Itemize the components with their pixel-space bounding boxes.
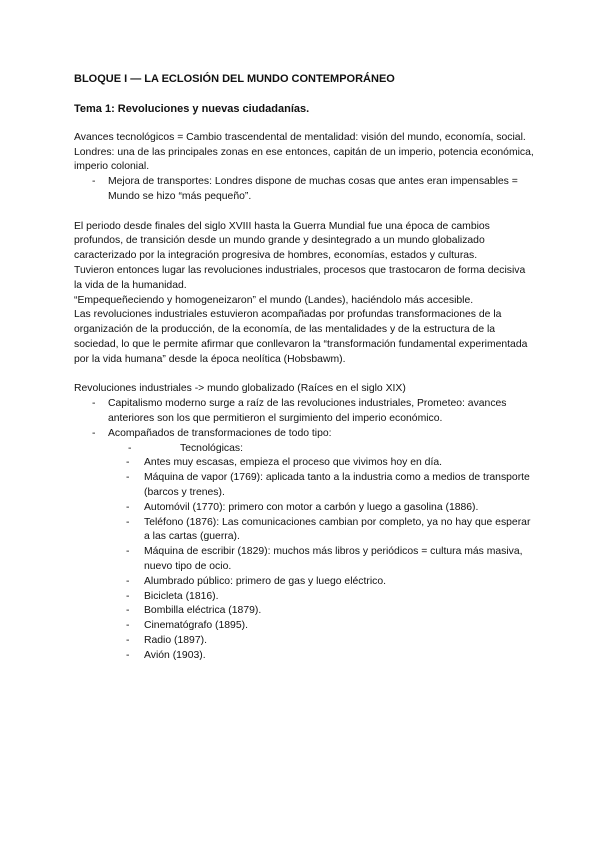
spacer	[74, 368, 534, 383]
topic-heading: Tema 1: Revoluciones y nuevas ciudadanías.	[74, 103, 310, 115]
block-title: BLOQUE I — LA ECLOSIÓN DEL MUNDO CONTEMPORÁNEO	[74, 73, 395, 85]
list-item: - Bicicleta (1816).	[126, 590, 219, 602]
body-paragraph: El periodo desde finales del siglo XVIII hasta la Guerra Mundial fue una época de cambios profundos, de transición desde un mundo grande y desintegrado a un mundo globalizado caracterizado por la integración progresiva de hombres, economías, estados y culturas.	[74, 220, 490, 262]
revolutions-list	[74, 397, 534, 663]
spacer	[74, 116, 534, 131]
list-item: - Antes muy escasas, empieza el proceso que vivimos hoy en día.	[126, 457, 443, 469]
spacer	[74, 205, 534, 220]
intro-list	[74, 175, 534, 205]
list-item: - Radio (1897).	[126, 634, 207, 646]
body-paragraph: Las revoluciones industriales estuvieron acompañadas por profundas transformaciones de la organización de la producción, de la economía, de las mentalidades y de la estructura de la sociedad, lo que le permite afirmar que conllevaron la “transformación fundamental experimentada por la vida humana” desde la época neolítica (Hobsbawm).	[74, 309, 528, 365]
list-item: - Automóvil (1770): primero con motor a carbón y luego a gasolina (1886).	[126, 501, 479, 513]
bullet-dash: -	[92, 427, 96, 439]
revolutions-heading: Revoluciones industriales -> mundo globalizado (Raíces en el siglo XIX)	[74, 383, 406, 395]
technologies-list	[108, 456, 534, 663]
list-item: - Alumbrado público: primero de gas y luego eléctrico.	[126, 575, 386, 587]
body-paragraph: “Empequeñeciendo y homogeneizaron” el mundo (Landes), haciéndolo más accesible.	[74, 294, 474, 306]
list-item: - Máquina de vapor (1769): aplicada tanto a la industria como a medios de transporte (barcos y trenes).	[126, 472, 530, 498]
bullet-dash: -	[128, 442, 132, 454]
list-item: - Bombilla eléctrica (1879).	[126, 605, 262, 617]
body-paragraph: Tuvieron entonces lugar las revoluciones industriales, procesos que trastocaron de forma decisiva la vida de la humanidad.	[74, 264, 526, 291]
intro-paragraph: Avances tecnológicos = Cambio trascendental de mentalidad: visión del mundo, economía, social.	[74, 131, 526, 143]
list-item: - Mejora de transportes: Londres dispone de muchas cosas que antes eran impensables = Mundo se hizo “más pequeño”.	[92, 176, 518, 202]
list-item: - Acompañados de transformaciones de todo tipo: - Tecnológicas: - Antes muy escasas, empieza el proceso que vivimos hoy en día. - Máquina de vapor (1769): aplicada tanto a la industria como a medios de transporte (barcos y trenes). - Automóvil (1770): primero con motor a carbón y luego a gasolina (1886). - Teléfono (1876): Las comunicaciones cambian por completo, ya no hay que esperar a las cartas (guerra). - Máquina de escribir (1829): muchos más libros y periódicos = cultura más masiva, nuevo tipo de ocio. - Alumbrado público: primero de gas y luego eléctrico. - Bicicleta (1816). - Bombilla eléctrica (1879). - Cinematógrafo (1895). - Radio (1897). - Avión (1903).	[74, 427, 534, 664]
bullet-dash: -	[92, 398, 96, 410]
list-item: - Cinematógrafo (1895).	[126, 620, 248, 632]
list-item: - Tecnológicas: - Antes muy escasas, empieza el proceso que vivimos hoy en día. - Máquina de vapor (1769): aplicada tanto a la industria como a medios de transporte (barcos y trenes). - Automóvil (1770): primero con motor a carbón y luego a gasolina (1886). - Teléfono (1876): Las comunicaciones cambian por completo, ya no hay que esperar a las cartas (guerra). - Máquina de escribir (1829): muchos más libros y periódicos = cultura más masiva, nuevo tipo de ocio. - Alumbrado público: primero de gas y luego eléctrico. - Bicicleta (1816). - Bombilla eléctrica (1879). - Cinematógrafo (1895). - Radio (1897). - Avión (1903).	[74, 442, 534, 664]
document-page	[74, 72, 534, 663]
transformations-list	[108, 442, 534, 664]
bullet-dash: -	[92, 176, 96, 188]
list-item: - Máquina de escribir (1829): muchos más libros y periódicos = cultura más masiva, nuevo tipo de ocio.	[126, 546, 523, 572]
list-item: - Avión (1903).	[126, 649, 206, 661]
list-item: - Teléfono (1876): Las comunicaciones cambian por completo, ya no hay que esperar a las cartas (guerra).	[126, 516, 531, 543]
list-item: - Capitalismo moderno surge a raíz de las revoluciones industriales, Prometeo: avances anteriores son los que permitieron el surgimiento del imperio económico.	[92, 398, 507, 424]
intro-paragraph: Londres: una de las principales zonas en ese entonces, capitán de un imperio, potencia económica, imperio colonial.	[74, 146, 534, 173]
